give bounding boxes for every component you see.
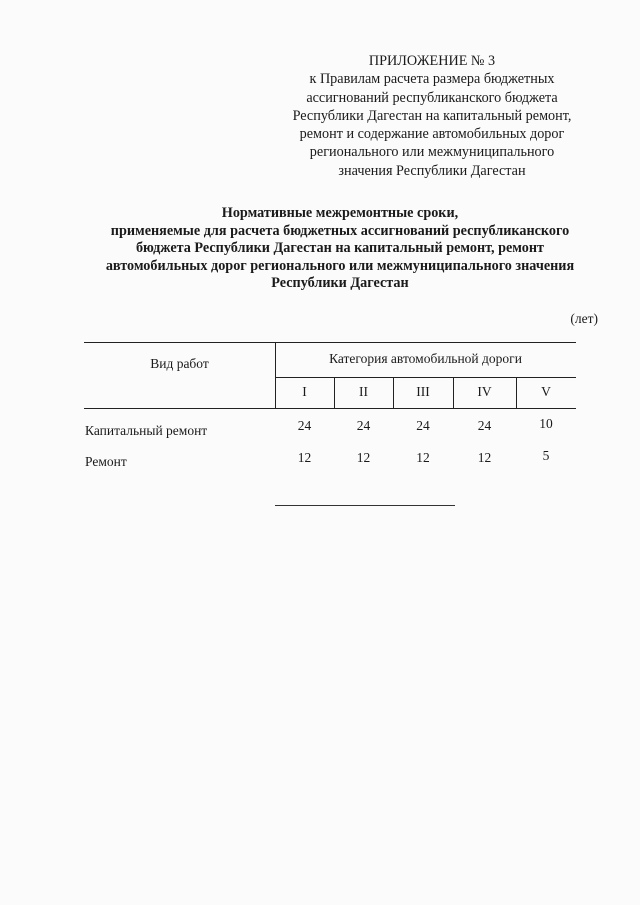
table-cell: 12 <box>297 450 312 465</box>
appendix-line: к Правилам расчета размера бюджетных <box>309 71 555 88</box>
header-category-3: III <box>416 384 430 399</box>
table-header-bottom-border <box>84 408 576 409</box>
appendix-line: значения Республики Дагестан <box>338 162 526 179</box>
row-label-repair: Ремонт <box>85 454 127 469</box>
unit-label: (лет) <box>570 311 598 326</box>
table-cell: 24 <box>416 418 430 433</box>
appendix-line: ассигнований республиканского бюджета <box>306 89 558 106</box>
table-top-border <box>84 342 576 343</box>
title-line: применяемые для расчета бюджетных ассигнований республиканского <box>110 222 570 239</box>
table-cell: 10 <box>539 416 553 431</box>
table-cell: 12 <box>356 450 371 465</box>
category-header-divider <box>275 377 576 378</box>
title-line: бюджета Республики Дагестан на капитальный ремонт, ремонт <box>135 240 545 256</box>
appendix-line: регионального или межмуниципального <box>309 144 555 161</box>
table-cell: 5 <box>542 448 550 463</box>
header-category-4: IV <box>477 384 492 399</box>
table-cell: 12 <box>477 450 492 465</box>
appendix-line: ремонт и содержание автомобильных дорог <box>299 126 565 143</box>
row-label-capital-repair: Капитальный ремонт <box>85 423 208 438</box>
table-cell: 24 <box>297 418 312 433</box>
appendix-line: Республики Дагестан на капитальный ремонт, <box>292 107 572 124</box>
closing-rule <box>275 505 455 506</box>
table-cell: 24 <box>477 418 492 433</box>
title-line: Нормативные межремонтные сроки, <box>221 205 459 221</box>
header-road-category: Категория автомобильной дороги <box>329 351 522 366</box>
title-line: Республики Дагестан <box>271 275 409 291</box>
table-cell: 24 <box>356 418 371 433</box>
table-cell: 12 <box>416 450 430 465</box>
title-line: автомобильных дорог регионального или межмуниципального значения <box>105 257 575 274</box>
header-category-2: II <box>359 384 368 399</box>
header-category-1: I <box>302 384 307 399</box>
header-category-5: V <box>541 384 551 399</box>
appendix-line: ПРИЛОЖЕНИЕ № 3 <box>368 53 496 69</box>
header-work-type: Вид работ <box>150 356 209 371</box>
